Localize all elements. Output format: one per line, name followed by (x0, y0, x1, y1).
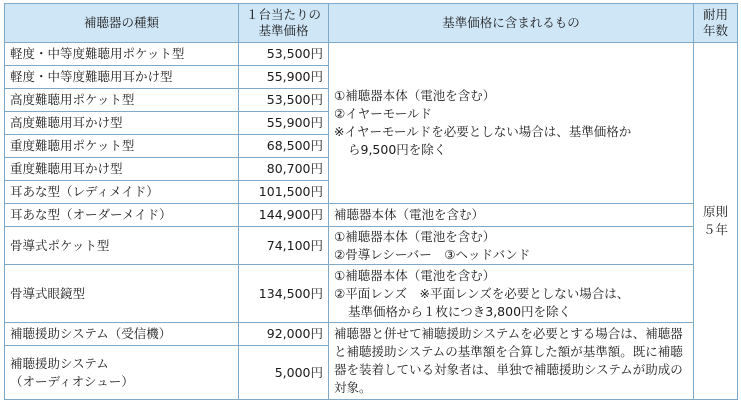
price-cell: 144,900円 (239, 204, 329, 227)
includes-cell-standard (329, 43, 694, 204)
life-line2: ５年 (702, 222, 728, 237)
table-row (5, 323, 738, 346)
price-cell: 55,900円 (239, 66, 329, 89)
table-row (5, 43, 738, 66)
header-price (239, 4, 329, 43)
includes-line: ※イヤーモールドを必要としない場合は、基準価格か (334, 124, 632, 139)
life-line1: 原則 (702, 204, 728, 219)
price-cell: 92,000円 (239, 323, 329, 346)
price-cell: 53,500円 (239, 89, 329, 112)
price-cell: 55,900円 (239, 112, 329, 135)
hearing-aid-price-table (4, 3, 738, 400)
header-life-line2: 年数 (702, 23, 728, 38)
header-price-line1: １台当たりの (245, 7, 321, 22)
includes-line: ①補聴器本体（電池を含む） (334, 228, 496, 244)
table-row (5, 204, 738, 227)
type-cell: 軽度・中等度難聴用耳かけ型 (5, 66, 239, 89)
header-row (5, 4, 738, 43)
header-life (694, 4, 738, 43)
type-cell: 骨導式ポケット型 (5, 227, 239, 265)
price-cell: 53,500円 (239, 43, 329, 66)
price-cell: 134,500円 (239, 265, 329, 323)
includes-line: ②平面レンズ ※平面レンズを必要としない場合は、 (334, 285, 630, 301)
type-cell: 重度難聴用ポケット型 (5, 135, 239, 158)
life-cell (694, 43, 738, 400)
type-line2: （オーディオシュー） (10, 373, 134, 389)
header-includes: 基準価格に含まれるもの (329, 4, 694, 43)
type-cell: 補聴援助システム（受信機） (5, 323, 239, 346)
includes-line: ①補聴器本体（電池を含む） (334, 267, 496, 283)
type-cell: 軽度・中等度難聴用ポケット型 (5, 43, 239, 66)
table-row (5, 265, 738, 323)
header-type: 補聴器の種類 (5, 4, 239, 43)
type-cell: 耳あな型（レディメイド） (5, 181, 239, 204)
type-cell: 骨導式眼鏡型 (5, 265, 239, 323)
includes-line: ら9,500円を除く (348, 142, 447, 157)
header-life-line1: 耐用 (702, 7, 728, 22)
includes-cell-assist-system: 補聴器と併せて補聴援助システムを必要とする場合は、補聴器と補聴援助システムの基準額を合算した額が基準額。既に補聴器を装着している対象者は、単独で補聴援助システムが助成の対象。 (329, 323, 694, 400)
includes-cell-order-made: 補聴器本体（電池を含む） (329, 204, 694, 227)
type-cell (5, 346, 239, 400)
price-cell: 74,100円 (239, 227, 329, 265)
includes-line: ①補聴器本体（電池を含む） (334, 88, 496, 103)
includes-line: ②骨導レシーバー ③ヘッドバンド (334, 246, 531, 262)
type-cell: 高度難聴用耳かけ型 (5, 112, 239, 135)
type-cell: 重度難聴用耳かけ型 (5, 158, 239, 181)
price-cell: 5,000円 (239, 346, 329, 400)
type-cell: 耳あな型（オーダーメイド） (5, 204, 239, 227)
price-cell: 68,500円 (239, 135, 329, 158)
table-row (5, 227, 738, 265)
price-cell: 80,700円 (239, 158, 329, 181)
type-cell: 高度難聴用ポケット型 (5, 89, 239, 112)
includes-line: ②イヤーモールド (334, 106, 432, 121)
includes-line: 基準価格から１枚につき3,800円を除く (348, 303, 572, 319)
includes-cell-bone-glasses (329, 265, 694, 323)
includes-cell-bone-pocket (329, 227, 694, 265)
header-price-line2: 基準価格 (258, 23, 309, 38)
type-line1: 補聴援助システム (10, 355, 109, 371)
price-cell: 101,500円 (239, 181, 329, 204)
